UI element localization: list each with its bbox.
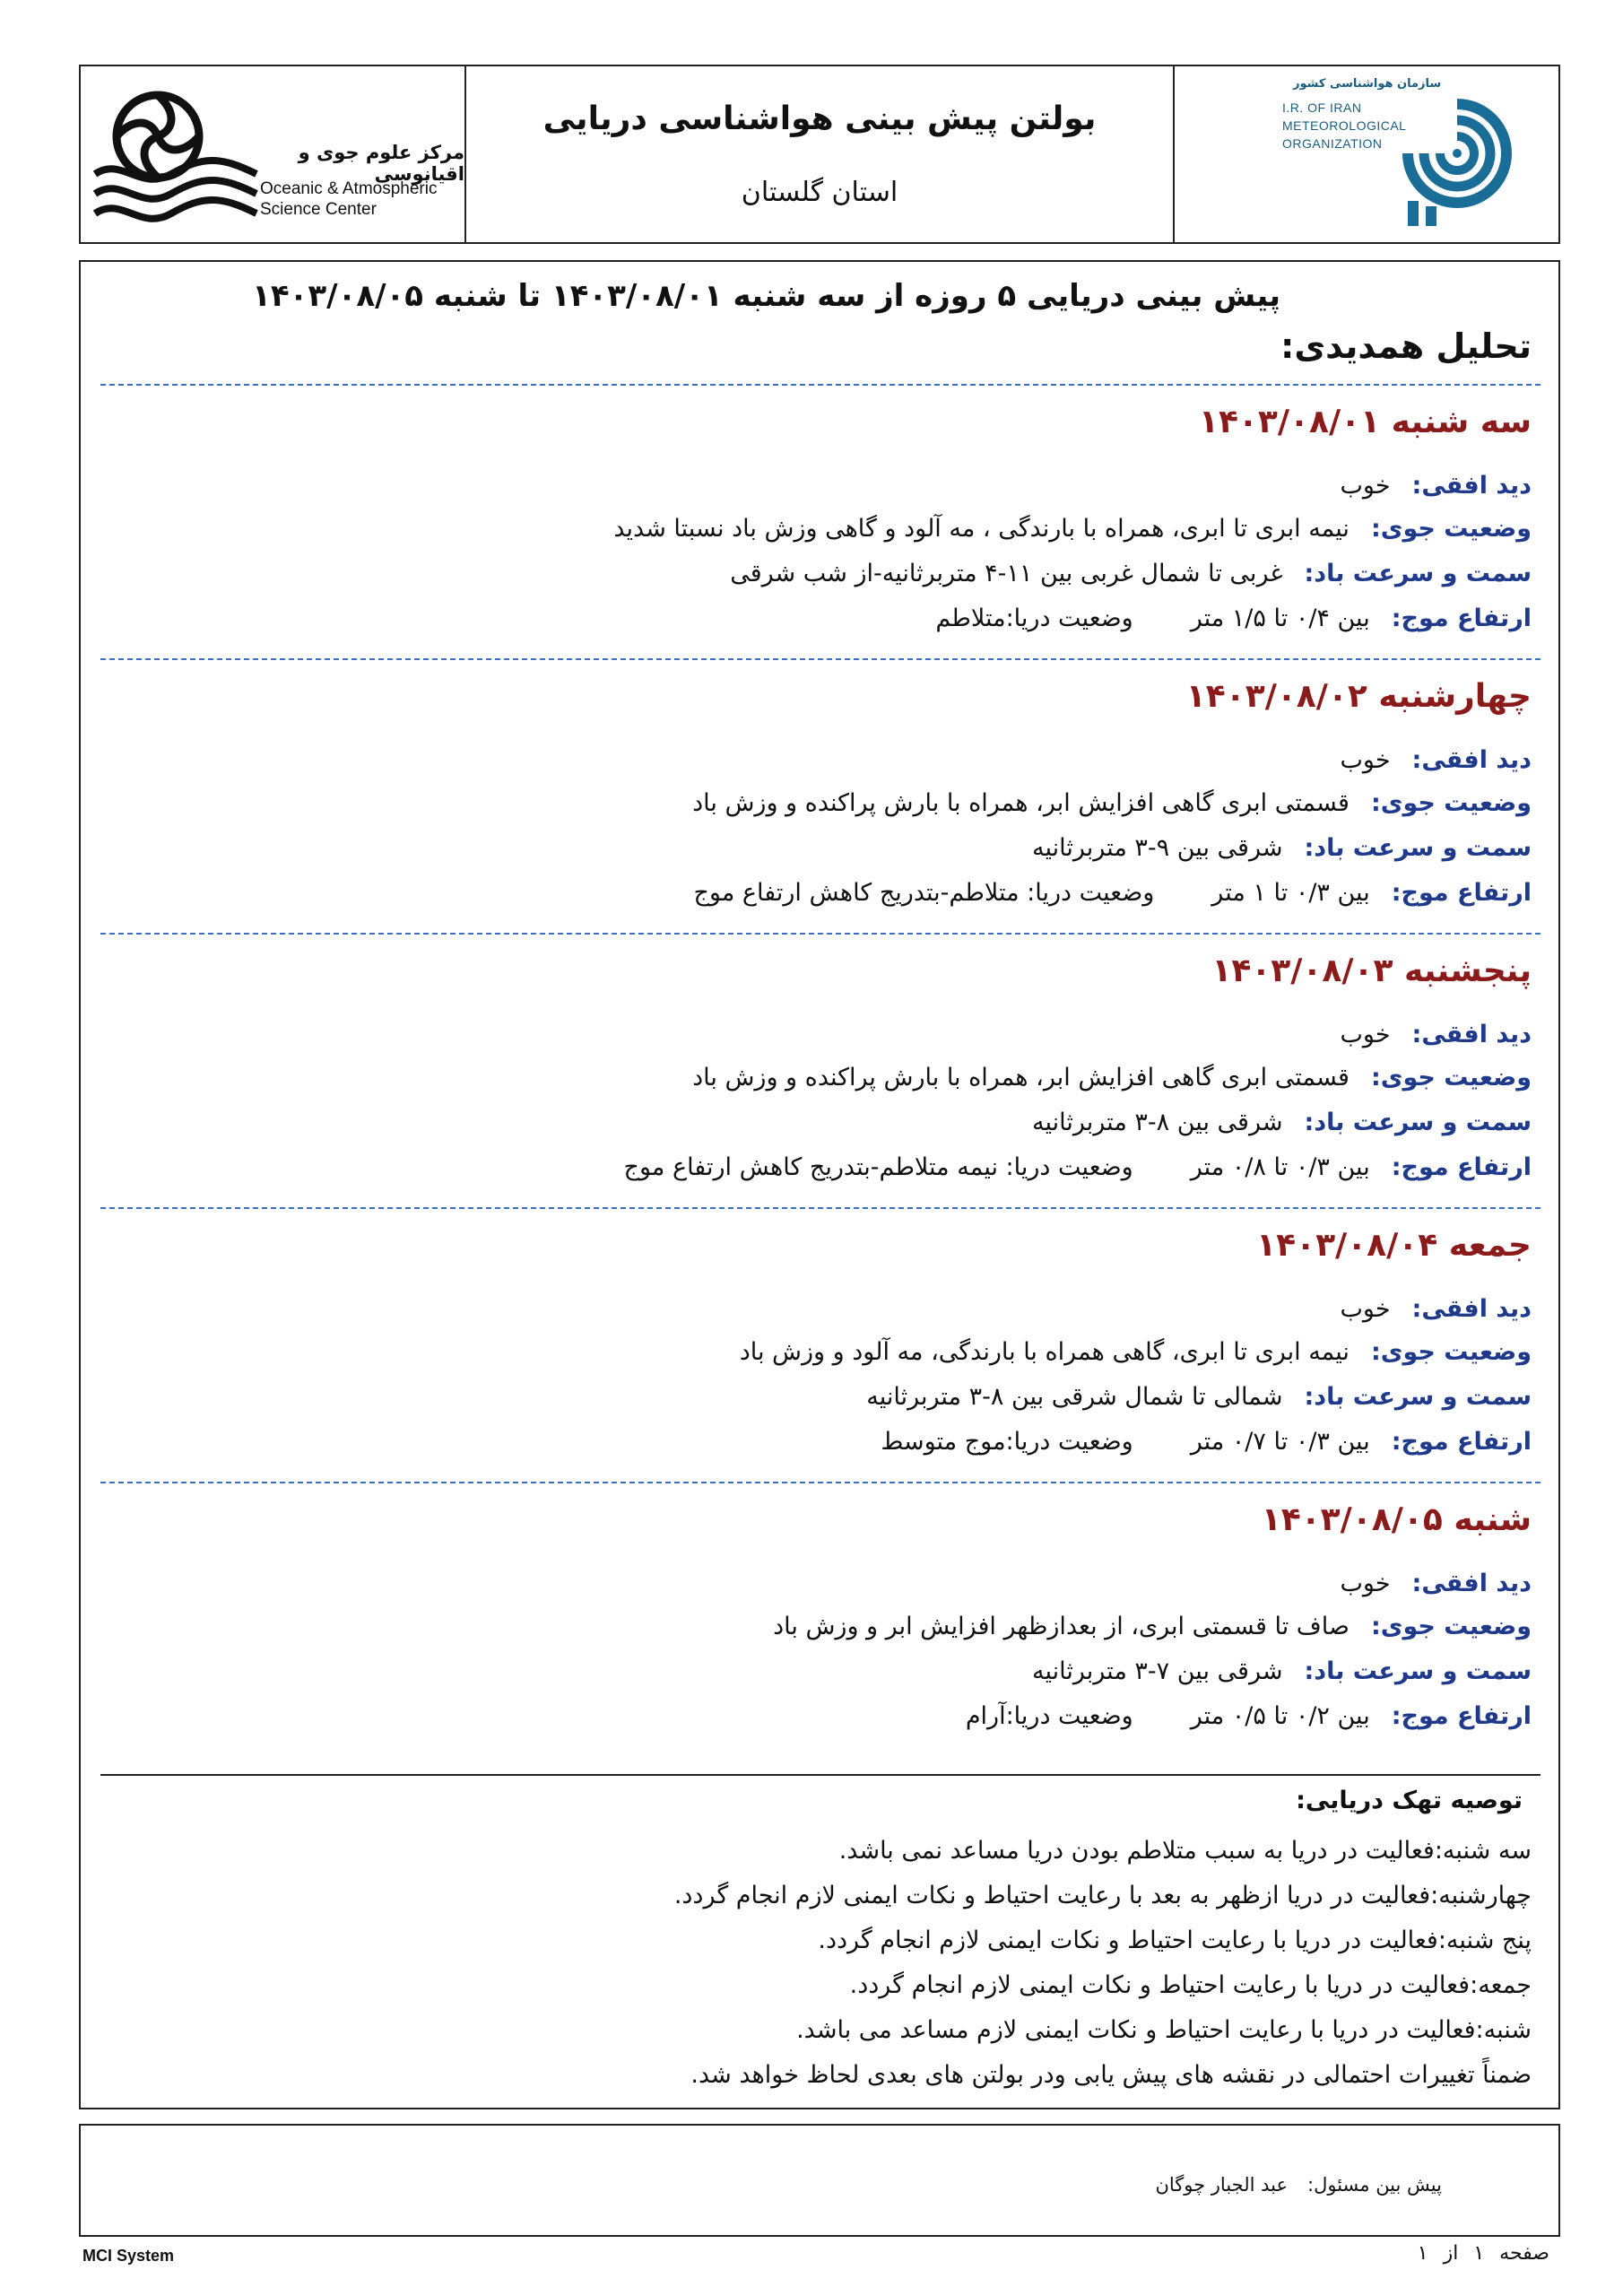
visibility-row <box>1340 1570 1532 1597</box>
wave-label: ارتفاع موج: <box>1391 1153 1532 1181</box>
irimo-name-fa: سازمان هواشناسی کشور <box>1293 77 1442 91</box>
visibility-row <box>1340 472 1532 500</box>
sea-state: وضعیت دریا:موج متوسط <box>881 1428 1133 1456</box>
wave-row <box>624 1153 1532 1181</box>
weather-row <box>692 1064 1532 1091</box>
visibility-label: دید افقی: <box>1411 1295 1532 1323</box>
irimo-name-en-line1: I.R. OF IRAN <box>1282 100 1362 115</box>
visibility-row <box>1340 746 1532 774</box>
day-title: پنجشنبه ۱۴۰۳/۰۸/۰۳ <box>1211 952 1532 989</box>
forecast-title: پیش بینی دریایی ۵ روزه از سه شنبه ۱۴۰۳/۰۸/۰۱ تا شنبه ۱۴۰۳/۰۸/۰۵ <box>252 278 1280 314</box>
wind-row <box>1032 1657 1532 1685</box>
advisory-heading: توصیه تهک دریایی: <box>1296 1787 1523 1814</box>
synoptic-heading: تحلیل همدیدی: <box>1280 326 1532 366</box>
wave-value: بین ۰/۳ تا ۱ متر <box>1211 879 1370 907</box>
forecast-panel <box>79 260 1560 2109</box>
system-name: MCI System <box>82 2247 175 2265</box>
day-title: چهارشنبه ۱۴۰۳/۰۸/۰۲ <box>1185 678 1532 715</box>
advisory-line: چهارشنبه:فعالیت در دریا ازظهر به بعد با رعایت احتیاط و نکات ایمنی لازم انجام گردد. <box>673 1882 1532 1909</box>
weather-row <box>692 789 1532 817</box>
wind-value: غربی تا شمال غربی بین ۱۱-۴ متربرثانیه-از شب شرقی <box>730 560 1283 587</box>
weather-value: صاف تا قسمتی ابری، از بعدازظهر افزایش ابر و وزش باد <box>773 1613 1350 1640</box>
weather-label: وضعیت جوی: <box>1370 789 1532 817</box>
sea-state: وضعیت دریا:متلاطم <box>935 604 1133 632</box>
sea-state: وضعیت دریا: نیمه متلاطم-بتدریج کاهش ارتفاع موج <box>623 1153 1133 1181</box>
divider <box>100 1482 1541 1483</box>
visibility-label: دید افقی: <box>1411 472 1532 500</box>
wave-label: ارتفاع موج: <box>1391 879 1532 907</box>
divider <box>100 384 1541 386</box>
weather-row <box>613 515 1532 543</box>
oas-name-en-line2: Science Center <box>260 200 377 219</box>
visibility-value: خوب <box>1340 1570 1391 1597</box>
weather-row <box>740 1338 1532 1366</box>
oas-name-en-line1: Oceanic & Atmospheric <box>260 179 438 198</box>
wave-value: بین ۰/۴ تا ۱/۵ متر <box>1190 604 1370 632</box>
visibility-value: خوب <box>1340 472 1391 500</box>
visibility-label: دید افقی: <box>1411 1570 1532 1597</box>
visibility-label: دید افقی: <box>1411 1021 1532 1048</box>
irimo-spiral-icon <box>1390 86 1524 230</box>
sea-state: وضعیت دریا: متلاطم-بتدریج کاهش ارتفاع موج <box>693 879 1155 907</box>
bulletin-title: بولتن پیش بینی هواشناسی دریایی <box>542 100 1097 137</box>
oas-logo-cell <box>81 66 466 242</box>
wind-value: شرقی بین ۷-۳ متربرثانیه <box>1031 1657 1283 1685</box>
wave-row <box>966 1702 1532 1730</box>
oas-name-fa: مرکز علوم جوی و اقیانوسی <box>298 142 464 185</box>
weather-label: وضعیت جوی: <box>1370 1064 1532 1091</box>
wind-row <box>730 560 1532 587</box>
visibility-row <box>1340 1021 1532 1048</box>
irimo-name-en-line2: METEOROLOGICAL <box>1282 118 1407 133</box>
wind-value: شرقی بین ۸-۳ متربرثانیه <box>1031 1109 1283 1136</box>
weather-value: نیمه ابری تا ابری، همراه با بارندگی ، مه آلود و گاهی وزش باد نسبتا شدید <box>613 515 1350 543</box>
wave-label: ارتفاع موج: <box>1391 1702 1532 1730</box>
weather-label: وضعیت جوی: <box>1370 515 1532 543</box>
visibility-row <box>1340 1295 1532 1323</box>
forecaster-name: عبد الجبار چوگان <box>1155 2174 1289 2196</box>
forecaster-line <box>1155 2174 1442 2196</box>
weather-row <box>773 1613 1532 1640</box>
advisory-line: پنج شنبه:فعالیت در دریا با رعایت احتیاط و نکات ایمنی لازم انجام گردد. <box>818 1926 1532 1954</box>
day-title: شنبه ۱۴۰۳/۰۸/۰۵ <box>1261 1501 1532 1538</box>
wave-value: بین ۰/۲ تا ۰/۵ متر <box>1190 1702 1370 1730</box>
wave-label: ارتفاع موج: <box>1391 604 1532 632</box>
wave-row <box>935 604 1532 632</box>
wave-value: بین ۰/۳ تا ۰/۸ متر <box>1190 1153 1370 1181</box>
weather-label: وضعیت جوی: <box>1370 1613 1532 1640</box>
wind-label: سمت و سرعت باد: <box>1304 1383 1532 1411</box>
advisory-divider <box>100 1774 1541 1776</box>
wave-row <box>881 1428 1532 1456</box>
wind-value: شرقی بین ۹-۳ متربرثانیه <box>1031 834 1283 862</box>
irimo-logo-cell <box>1175 66 1558 242</box>
weather-value: نیمه ابری تا ابری، گاهی همراه با بارندگی، مه آلود و وزش باد <box>739 1338 1350 1366</box>
weather-value: قسمتی ابری گاهی افزایش ابر، همراه با بارش پراکنده و وزش باد <box>692 789 1350 817</box>
weather-label: وضعیت جوی: <box>1370 1338 1532 1366</box>
forecaster-label: پیش بین مسئول: <box>1307 2174 1442 2196</box>
wind-value: شمالی تا شمال شرقی بین ۸-۳ متربرثانیه <box>866 1383 1283 1411</box>
advisory-line: شنبه:فعالیت در دریا با رعایت احتیاط و نکات ایمنی لازم مساعد می باشد. <box>796 2016 1532 2044</box>
oas-emblem-icon <box>86 75 265 237</box>
wave-label: ارتفاع موج: <box>1391 1428 1532 1456</box>
weather-value: قسمتی ابری گاهی افزایش ابر، همراه با بارش پراکنده و وزش باد <box>692 1064 1350 1091</box>
day-title: سه شنبه ۱۴۰۳/۰۸/۰۱ <box>1198 404 1532 440</box>
wind-label: سمت و سرعت باد: <box>1304 1657 1532 1685</box>
bulletin-header <box>79 65 1560 244</box>
wave-value: بین ۰/۳ تا ۰/۷ متر <box>1190 1428 1370 1456</box>
day-title: جمعه ۱۴۰۳/۰۸/۰۴ <box>1256 1227 1532 1264</box>
divider <box>100 1207 1541 1209</box>
divider <box>100 933 1541 935</box>
visibility-value: خوب <box>1340 1021 1391 1048</box>
visibility-value: خوب <box>1340 1295 1391 1323</box>
header-title-cell <box>466 66 1175 242</box>
advisory-line: سه شنبه:فعالیت در دریا به سبب متلاطم بودن دریا مساعد نمی باشد. <box>838 1837 1532 1865</box>
divider <box>100 658 1541 660</box>
wave-row <box>693 879 1532 907</box>
wind-row <box>1032 1109 1532 1136</box>
advisory-line: ضمناً تغییرات احتمالی در نقشه های پیش یابی ودر بولتن های بعدی لحاظ خواهد شد. <box>690 2061 1532 2089</box>
wind-label: سمت و سرعت باد: <box>1304 834 1532 862</box>
irimo-name-en-line3: ORGANIZATION <box>1282 136 1383 151</box>
advisory-line: جمعه:فعالیت در دریا با رعایت احتیاط و نکات ایمنی لازم انجام گردد. <box>849 1971 1532 1999</box>
sea-state: وضعیت دریا:آرام <box>965 1702 1133 1730</box>
visibility-value: خوب <box>1340 746 1391 774</box>
forecaster-box <box>79 2124 1560 2237</box>
page-info: صفحه ۱ از ۱ <box>1417 2242 1549 2265</box>
wind-label: سمت و سرعت باد: <box>1304 1109 1532 1136</box>
wind-row <box>866 1383 1532 1411</box>
visibility-label: دید افقی: <box>1411 746 1532 774</box>
province-name: استان گلستان <box>741 177 898 208</box>
wind-row <box>1032 834 1532 862</box>
wind-label: سمت و سرعت باد: <box>1304 560 1532 587</box>
